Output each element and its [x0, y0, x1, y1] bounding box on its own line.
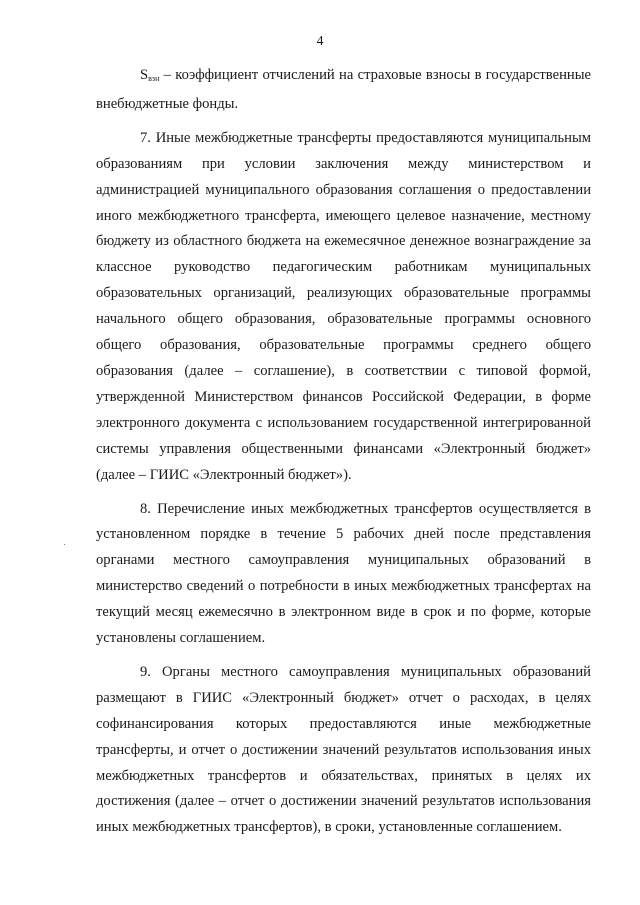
- paragraph-9: 9. Органы местного самоуправления муниципальных образований размещают в ГИИС «Электронный бюджет» отчет о расходах, в целях софинансирования которых предоставляются иные межбюджетные трансферты, и отчет о достижении значений результатов использования иных межбюджетных трансфертов и обязательствах, принятых в целях их достижения (далее – отчет о достижении значений результатов использования иных межбюджетных трансфертов), в сроки, установленные соглашением.: [96, 663, 591, 836]
- document-body: [96, 63, 591, 841]
- paragraph-7: 7. Иные межбюджетные трансферты предоставляются муниципальным образованиям при условии заключения между министерством и администрацией муниципального образования соглашения о предоставлении иного межбюджетного трансферта, имеющего целевое назначение, местному бюджету из областного бюджета на ежемесячное денежное вознаграждение за классное руководство педагогическим работникам муниципальных образовательных организаций, реализующих образовательные программы начального общего образования, образовательные программы основного общего образования, образовательные программы среднего общего образования (далее – соглашение), в соответствии с типовой формой, утвержденной Министерством финансов Российской Федерации, в форме электронного документа с использованием государственной интегрированной системы управления общественными финансами «Электронный бюджет» (далее – ГИИС «Электронный бюджет»).: [96, 129, 591, 483]
- page-number: 4: [316, 34, 324, 49]
- formula-legend: [96, 63, 591, 118]
- formula-symbol: S: [140, 67, 149, 83]
- formula-subscript: взн: [148, 74, 160, 83]
- scan-speck: [64, 544, 65, 545]
- formula-legend-text: – коэффициент отчислений на страховые взносы в государственные внебюджетные фонды.: [96, 67, 591, 112]
- paragraph-8: 8. Перечисление иных межбюджетных трансфертов осуществляется в установленном порядке в течение 5 рабочих дней после представления органами местного самоуправления муниципальных образований в министерство сведений о потребности в иных межбюджетных трансфертах на текущий месяц ежемесячно в электронном виде в срок и по форме, которые установлены соглашением.: [96, 500, 591, 647]
